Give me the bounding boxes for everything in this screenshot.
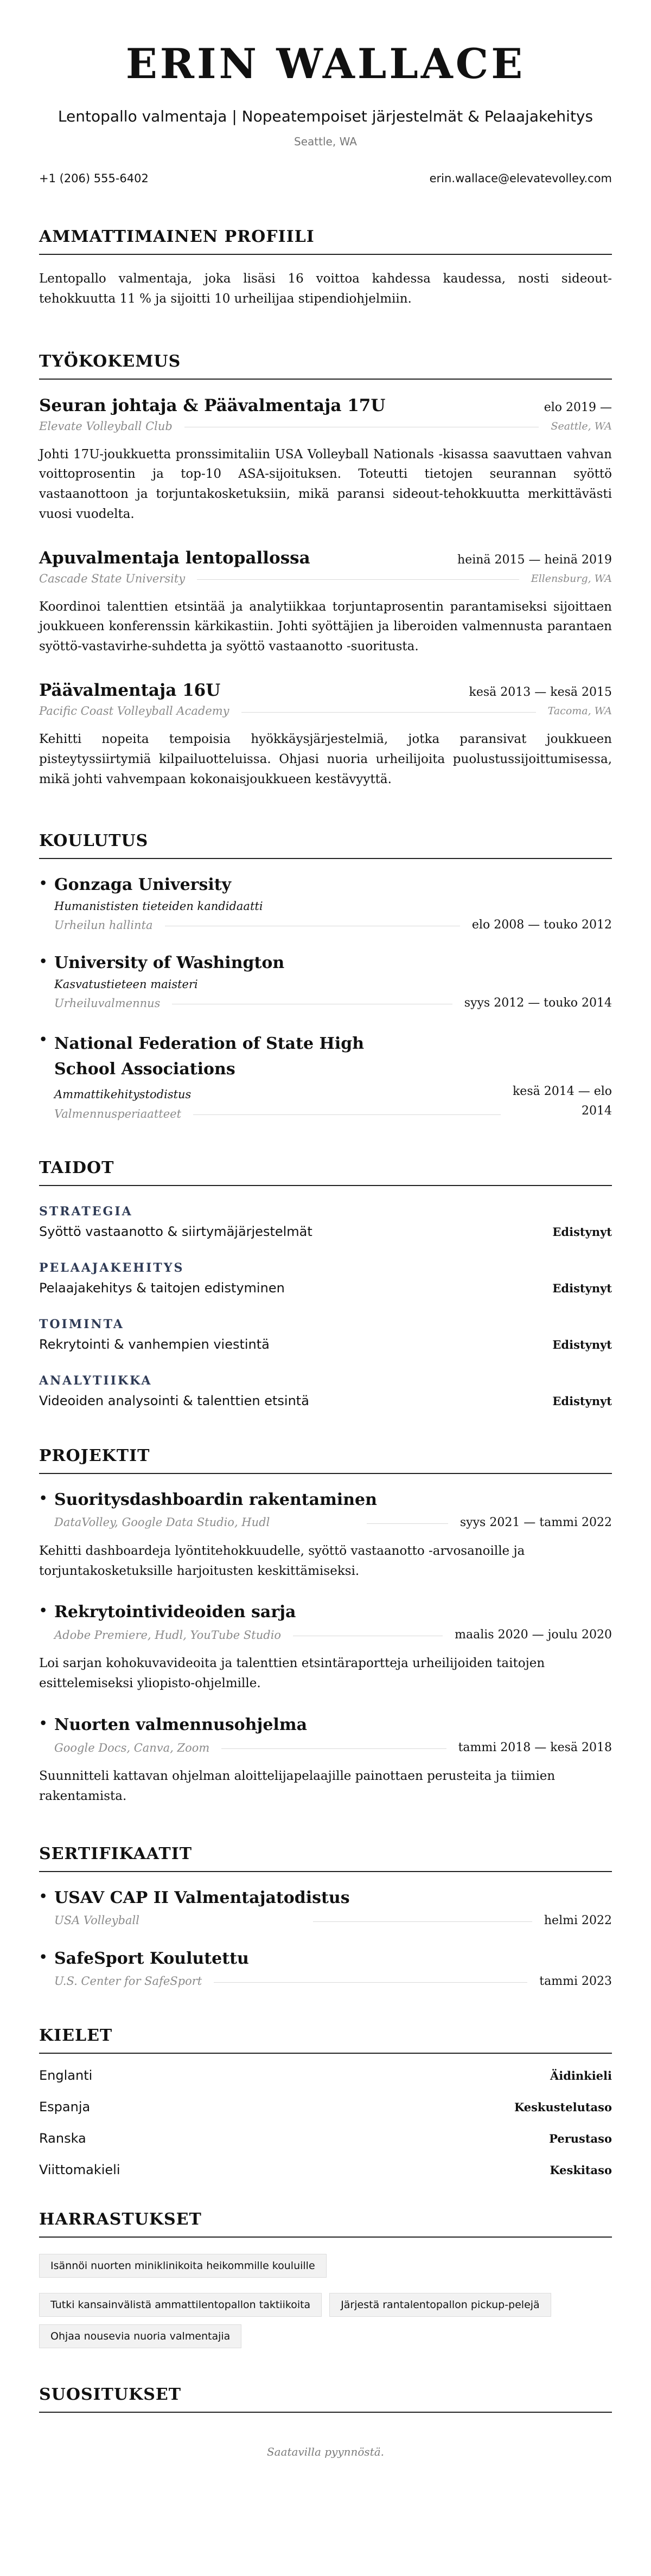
education-dates: syys 2012 — touko 2014 bbox=[464, 996, 612, 1010]
skill-category: STRATEGIA bbox=[39, 1204, 133, 1219]
phone-number: +1 (206) 555-6402 bbox=[39, 172, 149, 185]
profile-text: Lentopallo valmentaja, joka lisäsi 16 voittoa kahdessa kaudessa, nosti sideout-tehokkuutta 11 % ja sijoitti 10 urheilijaa stipendiohjelmiin. bbox=[39, 272, 612, 306]
job-description: Koordinoi talenttien etsintää ja analytiikkaa torjuntaprosentin parantamiseksi sijoittaen joukkueen konferenssin kärkikastiin. Johti syöttäjien ja liberoiden valmennusta parantaen syöttö-vastavirhe-suhdetta ja syöttö vastaanotto -suoritusta. bbox=[39, 599, 612, 654]
certification-name: USAV CAP II Valmentajatodistus bbox=[54, 1888, 350, 1907]
skill-level: Edistynyt bbox=[552, 1225, 612, 1239]
leader-line bbox=[367, 1523, 448, 1524]
language-level: Perustaso bbox=[549, 2131, 612, 2145]
candidate-name: ERIN WALLACE bbox=[125, 40, 526, 88]
experience-section bbox=[39, 352, 612, 790]
references-section bbox=[39, 2385, 612, 2458]
project-description: Suunnitteli kattavan ohjelman aloittelijapelaajille painottaen perusteita ja tiimien rakentamista. bbox=[39, 1769, 556, 1803]
skills-section bbox=[39, 1158, 612, 1408]
certifications-section bbox=[39, 1844, 612, 1988]
job-title: Seuran johtaja & Päävalmentaja 17U bbox=[39, 395, 386, 415]
education-dates bbox=[513, 1082, 612, 1120]
project-tools: DataVolley, Google Data Studio, Hudl bbox=[54, 1516, 270, 1529]
leader-line bbox=[197, 579, 519, 580]
candidate-location: Seattle, WA bbox=[294, 135, 357, 148]
skill-level: Edistynyt bbox=[552, 1394, 612, 1408]
bullet-icon: • bbox=[39, 953, 48, 970]
bullet-icon: • bbox=[39, 1888, 48, 1904]
education-dates: elo 2008 — touko 2012 bbox=[471, 918, 612, 932]
project-tools: Adobe Premiere, Hudl, YouTube Studio bbox=[54, 1628, 282, 1642]
language-row bbox=[39, 2131, 612, 2162]
job-title: Apuvalmentaja lentopallossa bbox=[39, 548, 310, 568]
skill-category: ANALYTIIKKA bbox=[39, 1373, 152, 1388]
certification-entry bbox=[39, 1888, 612, 1927]
section-title-profile: AMMATTIMAINEN PROFIILI bbox=[39, 227, 612, 255]
section-title-experience: TYÖKOKEMUS bbox=[39, 352, 612, 380]
job-location: Ellensburg, WA bbox=[531, 572, 612, 585]
projects-section bbox=[39, 1446, 612, 1806]
project-tools: Google Docs, Canva, Zoom bbox=[54, 1741, 210, 1754]
skill-level: Edistynyt bbox=[552, 1337, 612, 1351]
language-name: Ranska bbox=[39, 2130, 86, 2146]
skill-group bbox=[39, 1374, 612, 1408]
language-level: Keskitaso bbox=[550, 2163, 612, 2177]
skill-category: PELAAJAKEHITYS bbox=[39, 1260, 184, 1275]
section-title-interests: HARRASTUKSET bbox=[39, 2210, 612, 2238]
language-name: Espanja bbox=[39, 2099, 91, 2114]
project-name: Suoritysdashboardin rakentaminen bbox=[54, 1490, 377, 1509]
skill-group bbox=[39, 1317, 612, 1352]
language-name: Viittomakieli bbox=[39, 2162, 120, 2177]
languages-section bbox=[39, 2026, 612, 2194]
project-name: Nuorten valmennusohjelma bbox=[54, 1715, 308, 1735]
contact-row bbox=[39, 172, 612, 185]
school-name: Gonzaga University bbox=[54, 875, 232, 895]
interest-tags bbox=[39, 2254, 612, 2348]
project-entry bbox=[39, 1715, 612, 1806]
skill-group bbox=[39, 1204, 612, 1239]
bullet-icon: • bbox=[39, 875, 48, 892]
study-field: Urheiluvalmennus bbox=[54, 996, 161, 1010]
project-name: Rekrytointivideoiden sarja bbox=[54, 1603, 296, 1622]
section-title-references: SUOSITUKSET bbox=[39, 2385, 612, 2413]
language-level: Keskustelutaso bbox=[514, 2100, 612, 2114]
school-name: National Federation of State High School Associations bbox=[54, 1034, 365, 1079]
section-title-projects: PROJEKTIT bbox=[39, 1446, 612, 1474]
skill-name: Pelaajakehitys & taitojen edistyminen bbox=[39, 1280, 285, 1296]
profile-section bbox=[39, 227, 612, 310]
education-entry bbox=[39, 875, 612, 932]
project-dates: maalis 2020 — joulu 2020 bbox=[455, 1628, 612, 1642]
language-row bbox=[39, 2162, 612, 2194]
leader-line bbox=[193, 1114, 501, 1115]
certification-entry bbox=[39, 1949, 612, 1988]
job-dates: heinä 2015 — heinä 2019 bbox=[457, 553, 612, 567]
degree-name: Humanististen tieteiden kandidaatti bbox=[54, 900, 263, 913]
skill-name: Syöttö vastaanotto & siirtymäjärjestelmät bbox=[39, 1223, 312, 1239]
email-address: erin.wallace@elevatevolley.com bbox=[429, 172, 612, 185]
education-date-line2: 2014 bbox=[582, 1104, 612, 1118]
job-organization: Elevate Volleyball Club bbox=[39, 419, 173, 433]
certification-date: helmi 2022 bbox=[544, 1913, 612, 1927]
references-text: Saatavilla pyynnöstä. bbox=[266, 2445, 385, 2458]
experience-entry bbox=[39, 548, 612, 657]
bullet-icon: • bbox=[39, 1715, 48, 1732]
project-dates: syys 2021 — tammi 2022 bbox=[459, 1515, 612, 1529]
language-name: Englanti bbox=[39, 2067, 93, 2083]
language-list bbox=[39, 2068, 612, 2194]
bullet-icon: • bbox=[39, 1031, 48, 1048]
interest-tag: Ohjaa nousevia nuoria valmentajia bbox=[39, 2324, 241, 2348]
language-row bbox=[39, 2068, 612, 2099]
skill-name: Rekrytointi & vanhempien viestintä bbox=[39, 1336, 270, 1352]
education-entry bbox=[39, 1031, 612, 1120]
project-dates: tammi 2018 — kesä 2018 bbox=[458, 1741, 612, 1755]
candidate-tagline: Lentopallo valmentaja | Nopeatempoiset järjestelmät & Pelaajakehitys bbox=[58, 107, 593, 125]
skill-category: TOIMINTA bbox=[39, 1317, 124, 1331]
leader-line bbox=[313, 1921, 532, 1922]
job-description: Kehitti nopeita tempoisia hyökkäysjärjestelmiä, jotka paransivat joukkueen pisteytyssiirtymiä kilpailuotteluissa. Ohjasi nuoria urheilijoita puolustussijoittumisessa, mikä johti vahvempaan kokonaisjoukkueen kestävyyttä. bbox=[39, 732, 612, 786]
skill-level: Edistynyt bbox=[552, 1281, 612, 1295]
bullet-icon: • bbox=[39, 1603, 48, 1619]
section-title-certifications: SERTIFIKAATIT bbox=[39, 1844, 612, 1872]
job-location: Seattle, WA bbox=[551, 420, 612, 432]
job-organization: Pacific Coast Volleyball Academy bbox=[39, 704, 229, 718]
job-organization: Cascade State University bbox=[39, 572, 186, 585]
school-name: University of Washington bbox=[54, 953, 285, 973]
job-dates: kesä 2013 — kesä 2015 bbox=[469, 685, 612, 700]
skill-name: Videoiden analysointi & talenttien etsintä bbox=[39, 1393, 309, 1408]
certification-issuer: USA Volleyball bbox=[54, 1914, 139, 1927]
education-entry bbox=[39, 953, 612, 1010]
certification-date: tammi 2023 bbox=[539, 1974, 612, 1988]
bullet-icon: • bbox=[39, 1949, 48, 1965]
job-location: Tacoma, WA bbox=[547, 705, 612, 717]
experience-entry bbox=[39, 681, 612, 789]
language-level: Äidinkieli bbox=[550, 2068, 612, 2082]
education-date-line1: kesä 2014 — elo bbox=[512, 1085, 612, 1099]
project-description: Kehitti dashboardeja lyöntitehokkuudelle, syöttö vastaanotto -arvosanoille ja torjuntakosketuksille harjoitusten keskittämiseksi. bbox=[39, 1543, 525, 1578]
study-field: Urheilun hallinta bbox=[54, 918, 153, 932]
section-title-languages: KIELET bbox=[39, 2026, 612, 2054]
language-row bbox=[39, 2099, 612, 2131]
leader-line bbox=[241, 712, 536, 713]
project-entry bbox=[39, 1490, 612, 1581]
study-field: Valmennusperiaatteet bbox=[54, 1107, 182, 1120]
project-entry bbox=[39, 1603, 612, 1694]
bullet-icon: • bbox=[39, 1490, 48, 1506]
experience-entry bbox=[39, 396, 612, 524]
job-description: Johti 17U-joukkuetta pronssimitaliin USA Volleyball Nationals -kisassa saavuttaen vahvan voittoprosentin ja top-10 ASA-sijoituksen. Toteutti tietojen seurannan syöttö vastaanottoon ja torjuntakosketuksiin, mikä paransi sideout-tehokkuutta merkittävästi vuosi vuodelta. bbox=[39, 447, 612, 521]
interest-tag: Isännöi nuorten miniklinikoita heikommille kouluille bbox=[39, 2254, 327, 2278]
certification-issuer: U.S. Center for SafeSport bbox=[54, 1975, 202, 1988]
leader-line bbox=[221, 1748, 446, 1749]
interest-tag: Järjestä rantalentopallon pickup-pelejä bbox=[329, 2293, 551, 2317]
job-dates: elo 2019 — bbox=[544, 400, 612, 414]
degree-name: Ammattikehitystodistus bbox=[54, 1087, 192, 1101]
degree-name: Kasvatustieteen maisteri bbox=[54, 978, 198, 991]
job-title: Päävalmentaja 16U bbox=[39, 681, 221, 701]
project-description: Loi sarjan kohokuvavideoita ja talenttien etsintäraportteja urheilijoiden taitojen esittelemiseksi yliopisto-ohjelmille. bbox=[39, 1656, 545, 1691]
interest-tag: Tutki kansainvälistä ammattilentopallon taktiikoita bbox=[39, 2293, 322, 2317]
certification-name: SafeSport Koulutettu bbox=[54, 1949, 249, 1968]
education-section bbox=[39, 831, 612, 1120]
interests-section bbox=[39, 2210, 612, 2348]
leader-line bbox=[214, 1982, 527, 1983]
section-title-education: KOULUTUS bbox=[39, 831, 612, 859]
skill-group bbox=[39, 1261, 612, 1296]
section-title-skills: TAIDOT bbox=[39, 1158, 612, 1186]
